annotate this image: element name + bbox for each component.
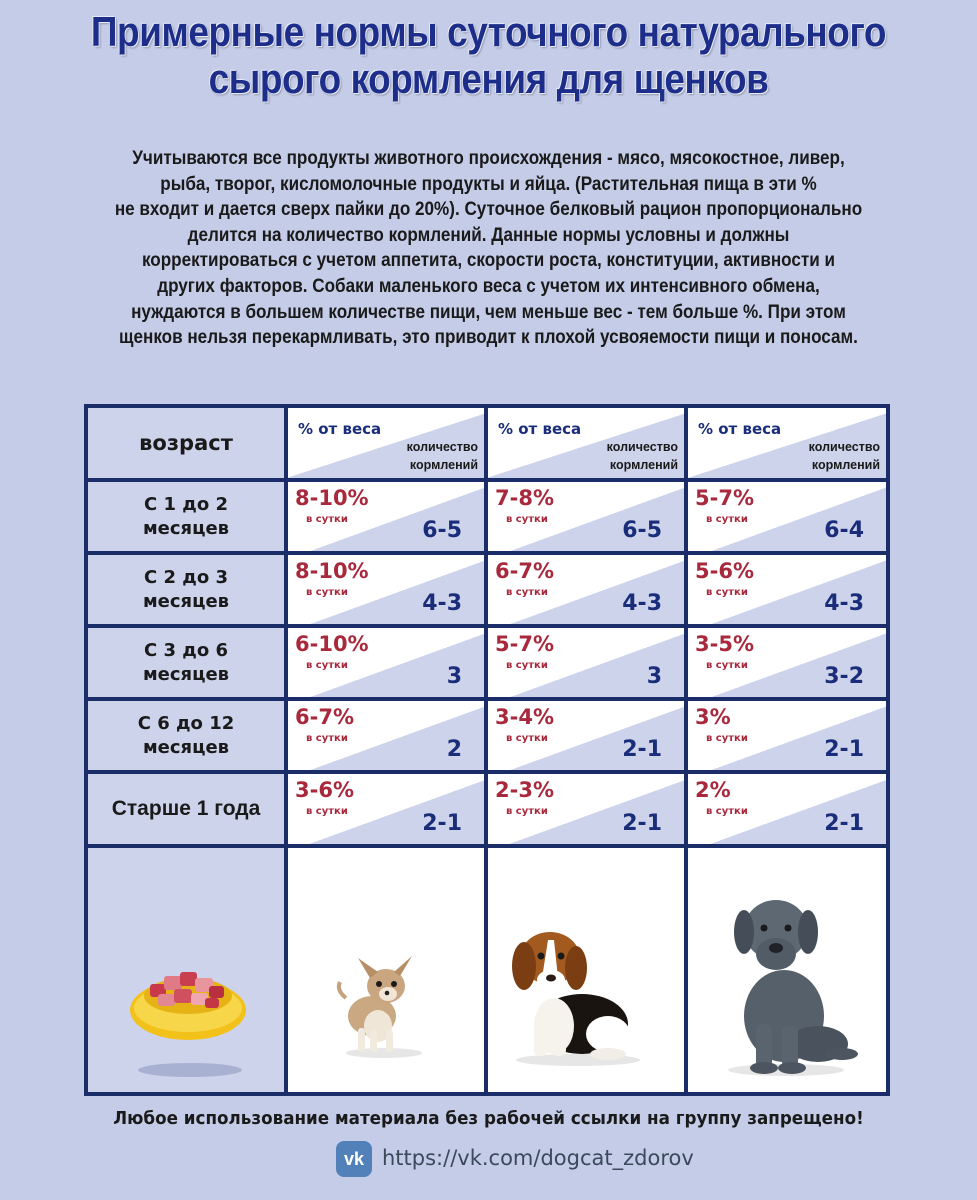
percent-value: 6-10% [295,632,369,656]
per-day-label: в сутки [306,587,348,598]
age-line: С 1 до 2 [144,493,228,515]
feedings-value: 6-4 [824,518,864,543]
percent-value: 3% [695,705,731,729]
meat-bowl-image [88,848,284,1092]
feedings-value: 2-1 [622,811,662,836]
intro-line: щенков нельзя перекармливать, это приводит к плохой усвояемости пищи и поносам. [119,327,858,349]
age-line: месяцев [142,663,230,685]
norm-cell [688,628,886,697]
column-header [688,408,886,478]
percent-value: 6-7% [495,559,554,583]
feedings-value: 6-5 [422,518,462,543]
age-line: С 3 до 6 [144,639,228,661]
feedings-count-label [607,438,678,474]
feedings-count-line: количество [808,440,880,454]
feedings-value: 3 [446,664,462,689]
percent-value: 5-7% [495,632,554,656]
feedings-value: 3-2 [824,664,864,689]
feedings-count-line: кормлений [609,458,678,472]
percent-value: 5-7% [695,486,754,510]
intro-line: рыба, творог, кисломолочные продукты и яйца. (Растительная пища в эти % [160,173,817,195]
age-cell [88,774,284,844]
intro-text [103,146,874,351]
feedings-count-line: количество [406,440,478,454]
norm-cell [688,555,886,624]
feedings-value: 4-3 [622,591,662,616]
age-line: месяцев [142,590,230,612]
group-link[interactable]: https://vk.com/dogcat_zdorov [382,1146,694,1170]
chihuahua-puppy-icon [288,848,484,1092]
norm-cell [688,482,886,551]
age-header: возраст [88,408,284,478]
per-day-label: в сутки [506,587,548,598]
per-day-label: в сутки [706,806,748,817]
age-line: Старше 1 года [111,797,261,820]
age-cell [88,555,284,624]
feedings-value: 2-1 [824,737,864,762]
intro-line: других факторов. Собаки маленького веса с учетом их интенсивного обмена, [157,275,820,297]
feedings-count-line: кормлений [811,458,880,472]
percent-value: 8-10% [295,486,369,510]
column-header [488,408,684,478]
age-line: С 6 до 12 [137,712,235,734]
intro-line: нуждаются в большем количестве пищи, чем меньше вес - тем больше %. При этом [131,301,846,323]
percent-value: 2-3% [495,778,554,802]
age-line: С 2 до 3 [144,566,228,588]
intro-line: делится на количество кормлений. Данные нормы условны и должны [187,224,790,246]
norm-cell [288,701,484,770]
norm-cell [288,555,484,624]
intro-line: Учитываются все продукты животного происхождения - мясо, мясокостное, ливер, [132,148,845,169]
beagle-puppy-icon [488,848,684,1092]
percent-weight-label: % от веса [698,420,782,438]
percent-value: 2% [695,778,731,802]
title-line-2: сырого кормления для щенков [208,55,769,102]
copyright-notice: Любое использование материала без рабочей ссылки на группу запрещено! [113,1108,864,1129]
percent-value: 8-10% [295,559,369,583]
feedings-count-label [407,438,478,474]
feeding-table [84,404,890,1096]
norm-cell [288,628,484,697]
norm-cell [288,774,484,844]
page-title [59,8,919,102]
age-line: месяцев [142,736,230,758]
per-day-label: в сутки [306,514,348,525]
chihuahua-puppy-image [288,848,484,1092]
norm-cell [488,774,684,844]
per-day-label: в сутки [706,733,748,744]
age-cell [88,482,284,551]
beagle-puppy-image [488,848,684,1092]
feedings-count-line: кормлений [409,458,478,472]
per-day-label: в сутки [706,514,748,525]
feedings-value: 4-3 [824,591,864,616]
feedings-value: 3 [646,664,662,689]
percent-value: 6-7% [295,705,354,729]
per-day-label: в сутки [306,733,348,744]
per-day-label: в сутки [506,733,548,744]
feedings-value: 2 [446,737,462,762]
per-day-label: в сутки [306,660,348,671]
per-day-label: в сутки [506,806,548,817]
feedings-value: 6-5 [622,518,662,543]
percent-value: 7-8% [495,486,554,510]
norm-cell [488,482,684,551]
percent-weight-label: % от веса [498,420,582,438]
intro-line: не входит и дается сверх пайки до 20%). Суточное белковый рацион пропорционально [114,199,863,221]
age-line: месяцев [142,517,230,539]
percent-value: 3-5% [695,632,754,656]
feedings-value: 2-1 [622,737,662,762]
per-day-label: в сутки [506,660,548,671]
feedings-value: 2-1 [824,811,864,836]
norm-cell [288,482,484,551]
percent-value: 3-4% [495,705,554,729]
norm-cell [688,701,886,770]
percent-weight-label: % от веса [298,420,382,438]
great-dane-puppy-icon [688,848,886,1092]
great-dane-puppy-image [688,848,886,1092]
per-day-label: в сутки [706,587,748,598]
norm-cell [488,701,684,770]
age-cell [88,701,284,770]
per-day-label: в сутки [706,660,748,671]
feedings-value: 2-1 [422,811,462,836]
per-day-label: в сутки [506,514,548,525]
title-line-1: Примерные нормы суточного натурального [90,8,887,55]
feedings-count-line: количество [606,440,678,454]
per-day-label: в сутки [306,806,348,817]
percent-value: 5-6% [695,559,754,583]
feedings-value: 4-3 [422,591,462,616]
meat-bowl-icon [88,848,284,1092]
norm-cell [488,628,684,697]
age-cell [88,628,284,697]
norm-cell [688,774,886,844]
column-header [288,408,484,478]
feedings-count-label [809,438,880,474]
percent-value: 3-6% [295,778,354,802]
vk-logo-icon[interactable]: vk [336,1141,372,1177]
intro-line: корректироваться с учетом аппетита, скорости роста, конституции, активности и [141,250,836,272]
norm-cell [488,555,684,624]
